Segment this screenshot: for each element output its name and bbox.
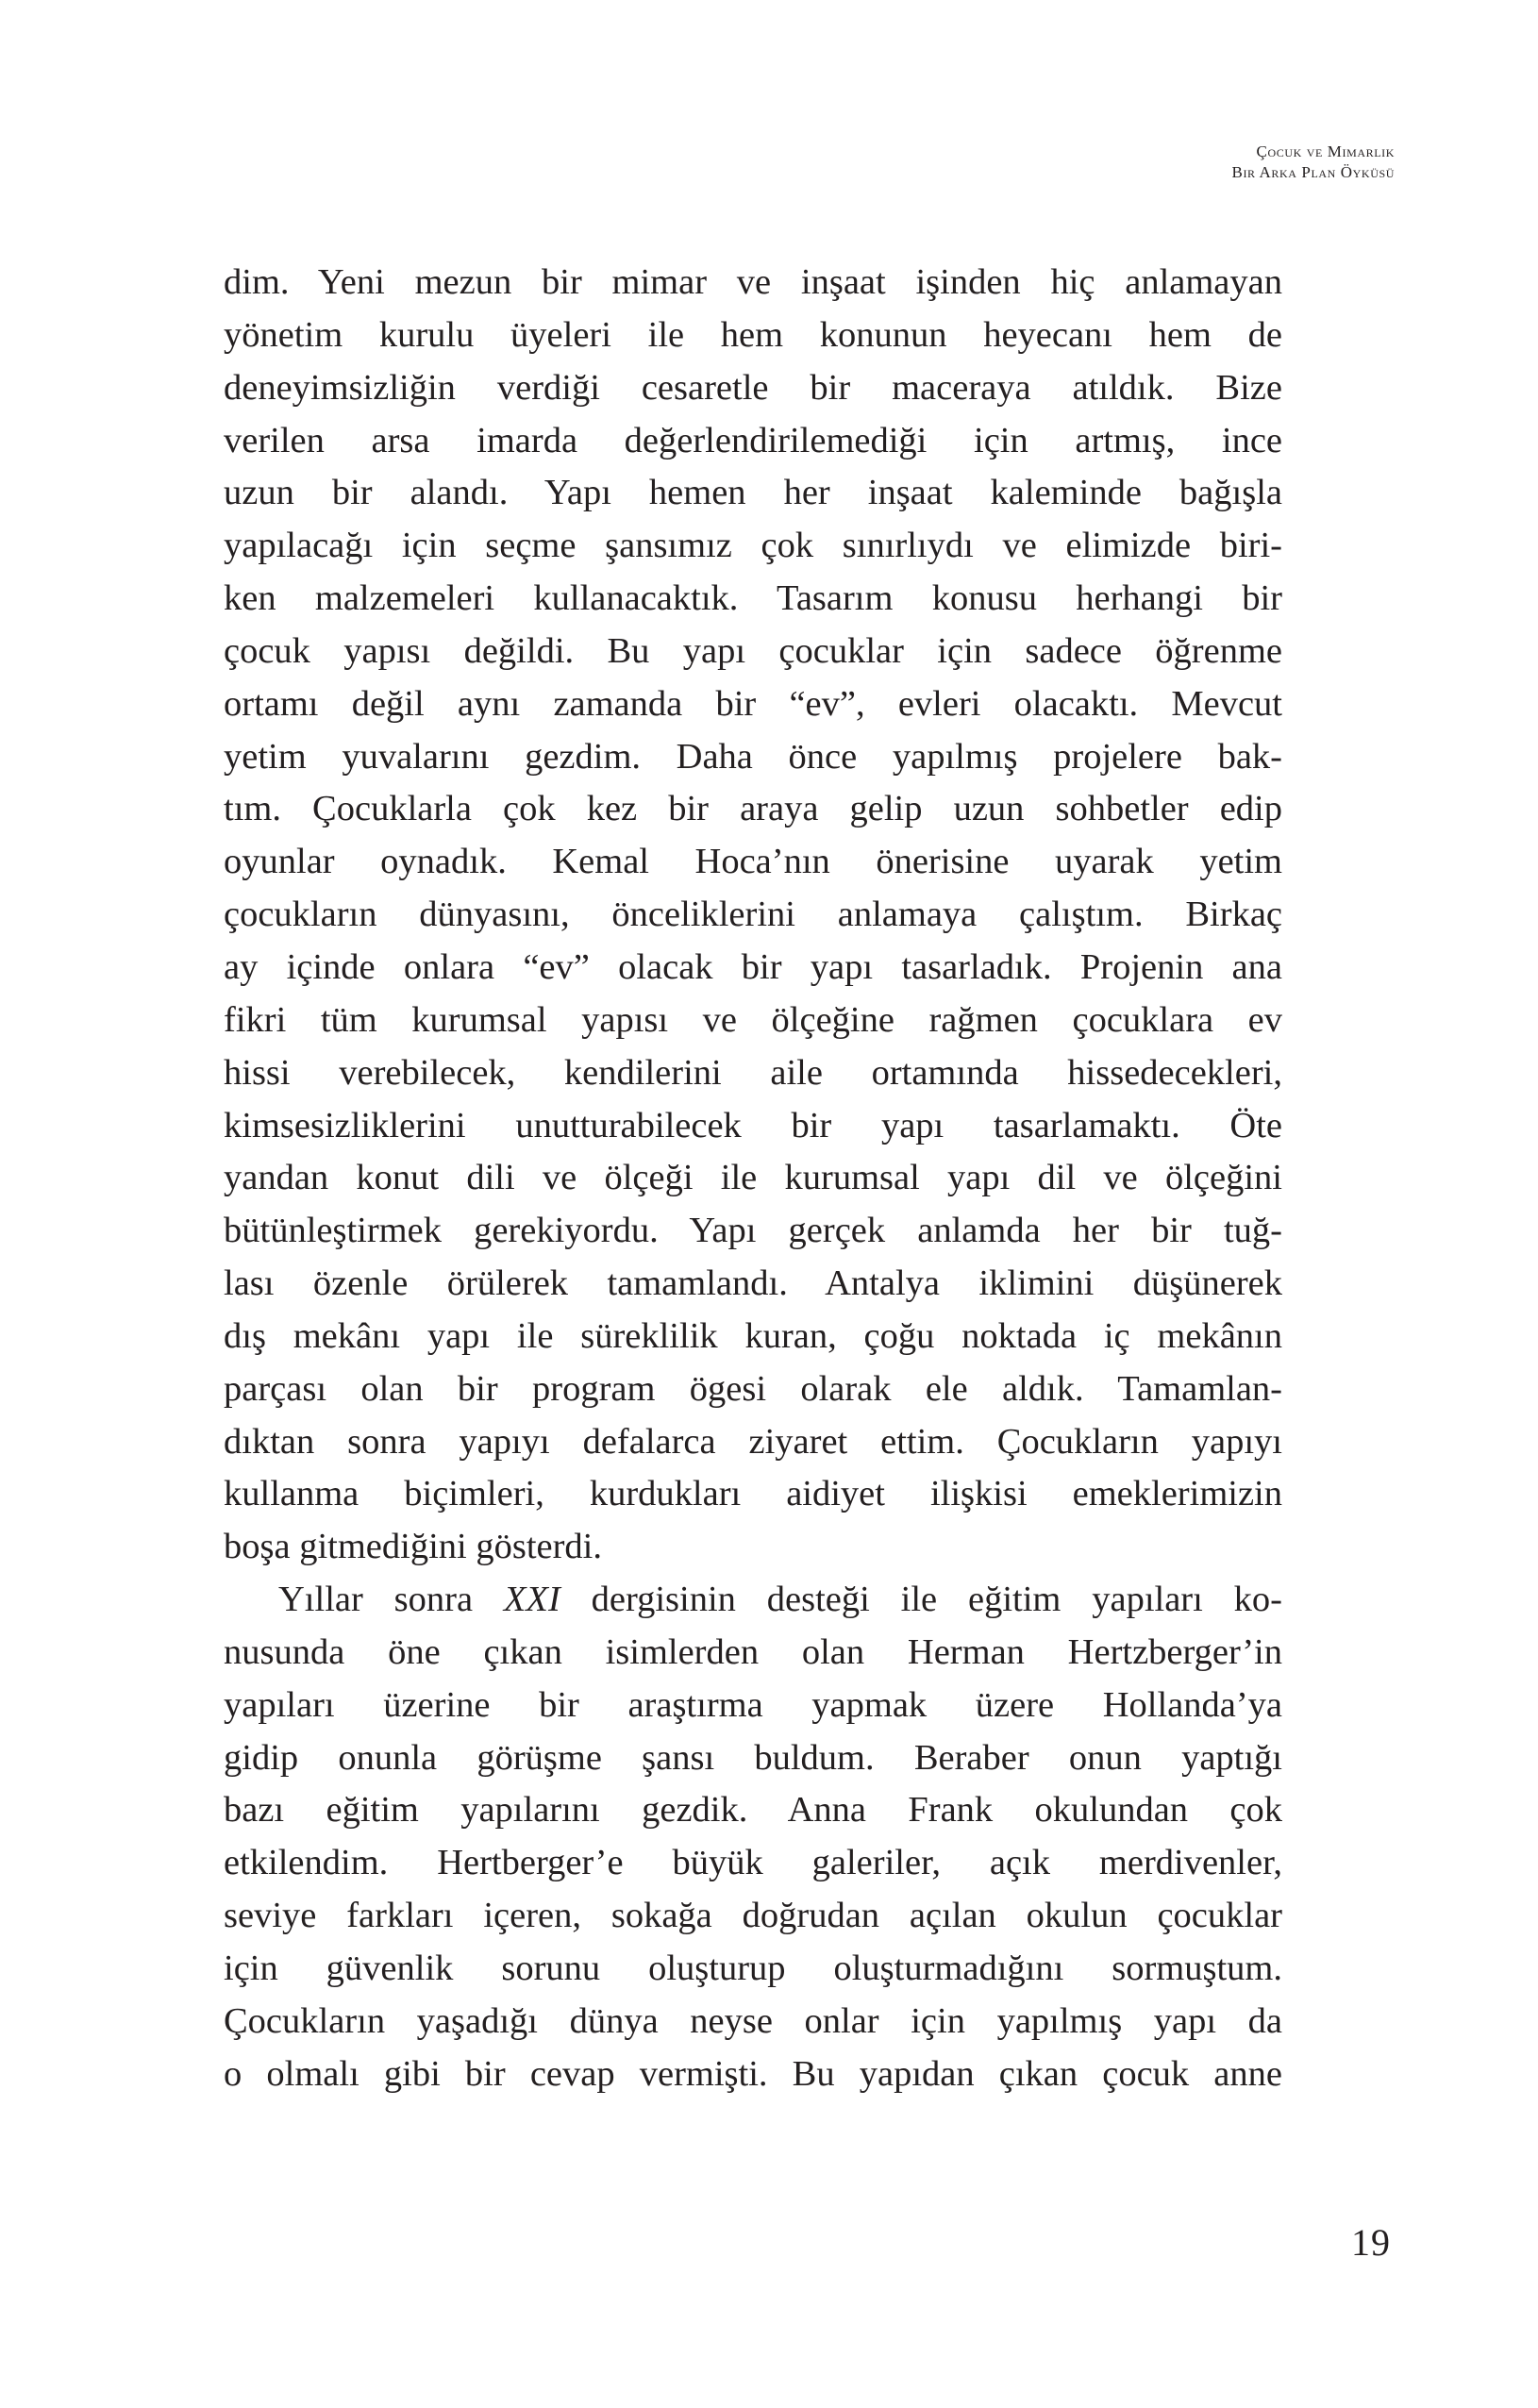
text-line: dıktan sonra yapıyı defalarca ziyaret ettim. Çocukların yapıyı <box>224 1421 1282 1462</box>
text-line: lası özenle örülerek tamamlandı. Antalya iklimini düşünerek <box>224 1263 1282 1304</box>
text-line: ay içinde onlara “ev” olacak bir yapı tasarladık. Projenin ana <box>224 946 1282 987</box>
text-line: yapılacağı için seçme şansımız çok sınırlıydı ve elimizde biri- <box>224 526 1282 566</box>
text-segment: Yıllar sonra <box>278 1580 504 1620</box>
text-line: kullanma biçimleri, kurdukları aidiyet ilişkisi emeklerimizin <box>224 1474 1282 1514</box>
running-header <box>1232 142 1396 183</box>
text-line: etkilendim. Hertberger’e büyük galeriler, açık merdivenler, <box>224 1843 1282 1883</box>
text-line: oyunlar oynadık. Kemal Hoca’nın önerisine uyarak yetim <box>224 842 1282 882</box>
text-line: deneyimsizliğin verdiği cesaretle bir maceraya atıldık. Bize <box>224 367 1282 408</box>
paragraph-1 <box>224 257 1282 1574</box>
text-line: uzun bir alandı. Yapı hemen her inşaat kaleminde bağışla <box>224 473 1282 513</box>
text-segment: dergisinin desteği ile eğitim yapıları ko- <box>560 1580 1282 1620</box>
text-line: kimsesizliklerini unutturabilecek bir yapı tasarlamaktı. Öte <box>224 1105 1282 1145</box>
text-line: yönetim kurulu üyeleri ile hem konunun heyecanı hem de <box>224 314 1282 355</box>
paragraph-2 <box>224 1574 1282 2100</box>
text-line: gidip onunla görüşme şansı buldum. Beraber onun yaptığı <box>224 1737 1282 1778</box>
text-line: bazı eğitim yapılarını gezdik. Anna Frank okulundan çok <box>224 1790 1282 1831</box>
body-text <box>224 257 1282 2101</box>
text-line: verilen arsa imarda değerlendirilemediği için artmış, ince <box>224 420 1282 460</box>
text-line <box>224 1574 1282 1627</box>
magazine-title: XXI <box>503 1580 560 1620</box>
text-line: yapıları üzerine bir araştırma yapmak üzere Hollanda’ya <box>224 1684 1282 1725</box>
text-line: dış mekânı yapı ile süreklilik kuran, çoğu noktada iç mekânın <box>224 1315 1282 1356</box>
text-line: için güvenlik sorunu oluşturup oluşturmadığını sormuştum. <box>224 1948 1282 1988</box>
text-line: çocukların dünyasını, önceliklerini anlamaya çalıştım. Birkaç <box>224 895 1282 935</box>
text-line: yandan konut dili ve ölçeği ile kurumsal yapı dil ve ölçeğini <box>224 1158 1282 1198</box>
text-line: hissi verebilecek, kendilerini aile ortamında hissedecekleri, <box>224 1052 1282 1093</box>
text-line: yetim yuvalarını gezdim. Daha önce yapılmış projelere bak- <box>224 736 1282 777</box>
text-line: fikri tüm kurumsal yapısı ve ölçeğine rağmen çocuklara ev <box>224 999 1282 1040</box>
text-line: Çocukların yaşadığı dünya neyse onlar için yapılmış yapı da <box>224 2000 1282 2041</box>
text-line: çocuk yapısı değildi. Bu yapı çocuklar için sadece öğrenme <box>224 630 1282 671</box>
text-line: boşa gitmediğini gösterdi. <box>224 1527 602 1567</box>
page-number: 19 <box>1351 2221 1391 2264</box>
running-header-title: Çocuk ve Mimarlık <box>1256 142 1395 160</box>
text-line: ken malzemeleri kullanacaktık. Tasarım konusu herhangi bir <box>224 578 1282 619</box>
text-line: ortamı değil aynı zamanda bir “ev”, evleri olacaktı. Mevcut <box>224 683 1282 724</box>
text-line: bütünleştirmek gerekiyordu. Yapı gerçek anlamda her bir tuğ- <box>224 1211 1282 1251</box>
running-header-subtitle: Bir Arka Plan Öyküsü <box>1231 163 1395 181</box>
text-line: dim. Yeni mezun bir mimar ve inşaat işinden hiç anlamayan <box>224 262 1282 302</box>
text-line: seviye farkları içeren, sokağa doğrudan açılan okulun çocuklar <box>224 1896 1282 1936</box>
text-line: o olmalı gibi bir cevap vermişti. Bu yapıdan çıkan çocuk anne <box>224 2053 1282 2094</box>
text-line: tım. Çocuklarla çok kez bir araya gelip uzun sohbetler edip <box>224 789 1282 829</box>
text-line: parçası olan bir program ögesi olarak ele aldık. Tamamlan- <box>224 1368 1282 1409</box>
text-line: nusunda öne çıkan isimlerden olan Herman Hertzberger’in <box>224 1631 1282 1672</box>
